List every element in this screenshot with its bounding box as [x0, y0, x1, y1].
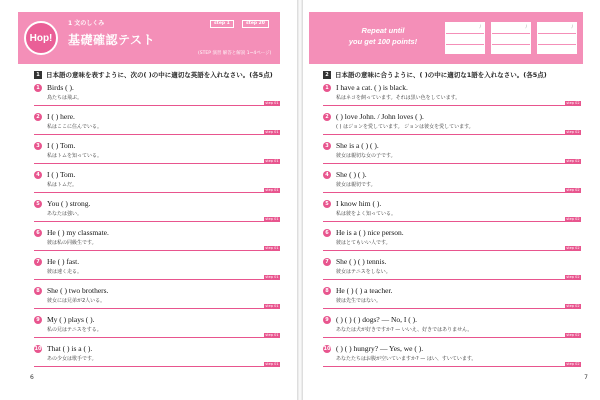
- question-japanese: 彼は先生ではない。: [336, 298, 382, 304]
- question-number: 2: [323, 113, 331, 121]
- page-title: 基礎確認テスト: [68, 33, 156, 47]
- question-english: He ( ) my classmate.: [47, 228, 109, 237]
- answer-line: [34, 163, 280, 164]
- step-check-tag: step 02: [566, 246, 580, 250]
- question-number: 9: [323, 316, 331, 324]
- question-english: You ( ) strong.: [47, 199, 91, 208]
- answer-line: [323, 192, 581, 193]
- question-english: ( ) ( ) ( ) dogs? — No, I ( ).: [336, 315, 418, 324]
- answer-line: [34, 250, 280, 251]
- step-check-tag: step 01: [265, 333, 279, 337]
- repeat-line-2: you get 100 points!: [348, 37, 418, 46]
- question-item: [323, 316, 581, 345]
- question-item: [323, 287, 581, 316]
- question-item: [323, 258, 581, 287]
- right-header-band: [309, 12, 583, 64]
- question-item: [34, 229, 280, 258]
- question-number: 10: [34, 346, 42, 352]
- question-english: I ( ) Tom.: [47, 170, 76, 179]
- question-japanese: ( ) はジョンを愛しています。 ジョンは彼女を愛しています。: [336, 124, 474, 130]
- step-check-tag: step 01: [265, 275, 279, 279]
- question-english: She ( ) ( ) tennis.: [336, 257, 387, 266]
- question-number: 4: [34, 171, 42, 179]
- question-number: 8: [34, 287, 42, 295]
- answer-line: [323, 221, 581, 222]
- answer-line: [323, 366, 581, 367]
- score-box: [445, 22, 485, 54]
- answer-line: [34, 308, 280, 309]
- score-box: [491, 22, 531, 54]
- question-japanese: 彼は速く走る。: [47, 269, 83, 275]
- question-japanese: 彼はとてもいい人です。: [336, 240, 391, 246]
- step-check-tag: step 02: [566, 217, 580, 221]
- left-page: [0, 0, 297, 400]
- answer-line: [323, 134, 581, 135]
- step-check-tag: step 01: [265, 159, 279, 163]
- question-number: 5: [34, 200, 42, 208]
- repeat-line-1: Repeat until: [361, 26, 405, 35]
- question-japanese: 私は彼をよく知っている。: [336, 211, 397, 217]
- question-item: [323, 171, 581, 200]
- question-japanese: 鳥たちは飛ぶ。: [47, 95, 83, 101]
- answer-line: [34, 134, 280, 135]
- question-japanese: あなたたちはお腹が空いていますか? — はい、すいています。: [336, 356, 477, 362]
- question-japanese: 彼女には兄弟が2人いる。: [47, 298, 106, 304]
- question-japanese: あなたは犬が好きですか? — いいえ、好きではありません。: [336, 327, 473, 333]
- answer-line: [34, 105, 280, 106]
- question-item: [323, 142, 581, 171]
- question-number: 9: [34, 316, 42, 324]
- answer-line: [323, 337, 581, 338]
- step-check-tag: step 02: [566, 188, 580, 192]
- question-item: [323, 200, 581, 229]
- repeat-slogan: [327, 25, 439, 47]
- question-english: She ( ) two brothers.: [47, 286, 109, 295]
- question-number: 5: [323, 200, 331, 208]
- question-english: My ( ) plays ( ).: [47, 315, 95, 324]
- tally-mark: /: [479, 24, 481, 29]
- question-number: 1: [323, 84, 331, 92]
- question-english: That ( ) is a ( ).: [47, 344, 93, 353]
- answer-line: [34, 337, 280, 338]
- question-number: 8: [323, 287, 331, 295]
- step-check-tag: step 02: [566, 333, 580, 337]
- step-check-tag: step 02: [566, 304, 580, 308]
- question-item: [34, 287, 280, 316]
- question-item: [34, 84, 280, 113]
- answer-line: [323, 308, 581, 309]
- instruction-number: 1: [34, 71, 42, 79]
- question-japanese: 彼女はテニスをしない。: [336, 269, 391, 275]
- question-number: 2: [34, 113, 42, 121]
- step-check-tag: step 01: [265, 304, 279, 308]
- question-english: I ( ) Tom.: [47, 141, 76, 150]
- step-check-tag: step 01: [265, 101, 279, 105]
- question-item: [323, 345, 581, 374]
- answer-line: [34, 279, 280, 280]
- question-item: [34, 200, 280, 229]
- question-item: [34, 113, 280, 142]
- question-japanese: 私はトムだ。: [47, 182, 78, 188]
- question-english: ( ) love John. / John loves ( ).: [336, 112, 424, 121]
- question-english: She is a ( ) ( ).: [336, 141, 379, 150]
- question-number: 10: [323, 346, 331, 352]
- instruction-text: 日本語の意味を表すように、次の( )の中に適切な英語を入れなさい。(各5点): [46, 71, 273, 79]
- question-item: [34, 316, 280, 345]
- step-check-tag: step 02: [566, 101, 580, 105]
- question-japanese: あの少女は歌手です。: [47, 356, 97, 362]
- answer-line: [34, 366, 280, 367]
- question-number: 1: [34, 84, 42, 92]
- step-check-tag: step 02: [566, 130, 580, 134]
- question-japanese: 私はトムを知っている。: [47, 153, 103, 159]
- question-english: I know him ( ).: [336, 199, 382, 208]
- step-check-tag: step 01: [265, 130, 279, 134]
- step-check-tag: step 01: [265, 362, 279, 366]
- question-english: Birds ( ).: [47, 83, 74, 92]
- left-header-band: [18, 12, 280, 64]
- step-box-2: step 20: [242, 20, 269, 28]
- question-number: 3: [34, 142, 42, 150]
- question-english: I ( ) here.: [47, 112, 75, 121]
- reference-note: (STEP 演習 解答と解説 1~4ページ): [198, 51, 272, 56]
- step-check-tag: step 01: [265, 188, 279, 192]
- right-page: [303, 0, 600, 400]
- instruction-text: 日本語の意味に合うように、( )の中に適切な1語を入れなさい。(各5点): [335, 71, 547, 79]
- step-check-tag: step 02: [566, 275, 580, 279]
- question-english: He is a ( ) nice person.: [336, 228, 404, 237]
- question-japanese: あなたは強い。: [47, 211, 83, 217]
- step-check-tag: step 01: [265, 246, 279, 250]
- question-item: [323, 84, 581, 113]
- page-number: 6: [30, 374, 34, 381]
- answer-line: [34, 192, 280, 193]
- hop-badge: Hop!: [24, 21, 58, 55]
- instruction-left: [34, 70, 273, 79]
- question-english: He ( ) fast.: [47, 257, 80, 266]
- answer-line: [34, 221, 280, 222]
- score-box: [537, 22, 577, 54]
- tally-mark: /: [525, 24, 527, 29]
- question-item: [34, 171, 280, 200]
- question-item: [323, 229, 581, 258]
- page-number: 7: [584, 374, 588, 381]
- answer-line: [323, 105, 581, 106]
- answer-line: [323, 163, 581, 164]
- unit-label: 1 文のしくみ: [68, 20, 105, 27]
- question-english: I have a cat. ( ) is black.: [336, 83, 408, 92]
- question-number: 4: [323, 171, 331, 179]
- question-item: [34, 345, 280, 374]
- question-japanese: 彼は私の同級生です。: [47, 240, 97, 246]
- instruction-right: [323, 70, 547, 79]
- step-check-tag: step 02: [566, 362, 580, 366]
- question-number: 7: [34, 258, 42, 266]
- question-english: ( ) ( ) hungry? — Yes, we ( ).: [336, 344, 424, 353]
- question-item: [34, 142, 280, 171]
- question-japanese: 私はネコを飼っています。それは黒い色をしています。: [336, 95, 461, 101]
- answer-line: [323, 279, 581, 280]
- tally-mark: /: [571, 24, 573, 29]
- question-english: She ( ) ( ).: [336, 170, 367, 179]
- question-japanese: 私はここに住んでいる。: [47, 124, 103, 130]
- step-check-tag: step 01: [265, 217, 279, 221]
- question-number: 6: [323, 229, 331, 237]
- question-number: 3: [323, 142, 331, 150]
- question-japanese: 彼女は親切です。: [336, 182, 376, 188]
- question-japanese: 私の兄はテニスをする。: [47, 327, 102, 333]
- question-number: 7: [323, 258, 331, 266]
- answer-line: [323, 250, 581, 251]
- question-number: 6: [34, 229, 42, 237]
- question-japanese: 彼女は親切な女の子です。: [336, 153, 396, 159]
- question-item: [34, 258, 280, 287]
- question-english: He ( ) ( ) a teacher.: [336, 286, 393, 295]
- step-check-tag: step 02: [566, 159, 580, 163]
- step-box-1: step 1: [210, 20, 234, 28]
- question-item: [323, 113, 581, 142]
- instruction-number: 2: [323, 71, 331, 79]
